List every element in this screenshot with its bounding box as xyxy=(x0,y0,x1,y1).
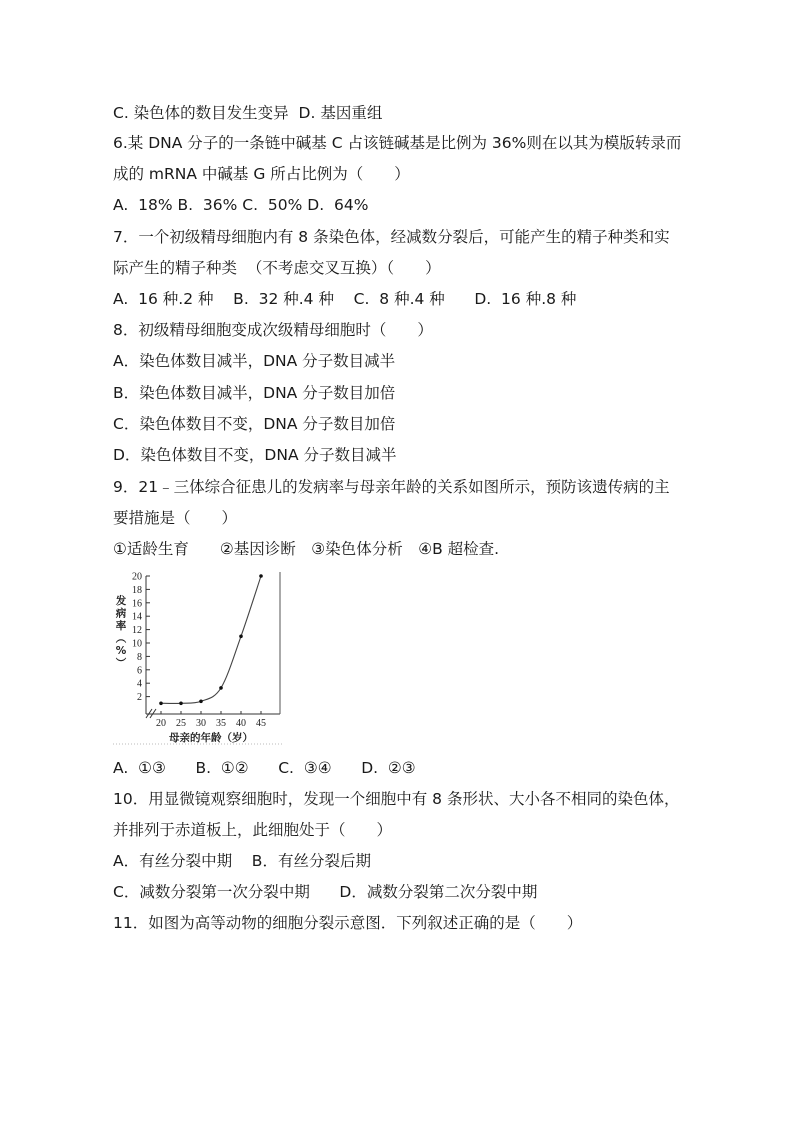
q5-options-cd: C. 染色体的数目发生变异 D. 基因重组 xyxy=(113,104,383,122)
q8-option-d: D．染色体数目不变，DNA 分子数目减半 xyxy=(113,446,397,464)
chart-series xyxy=(159,574,263,705)
x-axis-label: 母亲的年龄（岁） xyxy=(169,732,253,744)
y-tick-label: 16 xyxy=(132,598,142,610)
q7-stem-line2: 际产生的精子种类 （不考虑交叉互换）（ ） xyxy=(113,259,441,277)
data-point xyxy=(259,574,263,578)
chart-ticks xyxy=(132,572,266,730)
x-tick-label: 45 xyxy=(256,718,266,729)
x-tick-label: 35 xyxy=(216,718,226,729)
y-tick-label: 18 xyxy=(132,584,142,596)
y-axis-label: 发病率︵ % ︶ xyxy=(115,595,127,670)
q7-stem-line1: 7．一个初级精母细胞内有 8 条染色体，经减数分裂后，可能产生的精子种类和实 xyxy=(113,228,670,246)
data-point xyxy=(219,686,223,690)
y-tick-label: 10 xyxy=(132,638,142,650)
x-tick-label: 25 xyxy=(176,718,186,729)
y-tick-label: 6 xyxy=(137,665,142,677)
incidence-chart xyxy=(113,568,288,746)
x-tick-label: 20 xyxy=(156,718,166,729)
data-point xyxy=(239,635,243,639)
q8-option-c: C．染色体数目不变，DNA 分子数目加倍 xyxy=(113,415,396,433)
series-line xyxy=(161,576,261,703)
data-point xyxy=(179,702,183,706)
y-tick-label: 2 xyxy=(137,692,142,704)
q8-option-b: B．染色体数目减半，DNA 分子数目加倍 xyxy=(113,384,396,402)
x-tick-label: 30 xyxy=(196,718,206,729)
q8-option-a: A．染色体数目减半，DNA 分子数目减半 xyxy=(113,352,396,370)
data-point xyxy=(159,702,163,706)
q10-options-ab: A．有丝分裂中期 B．有丝分裂后期 xyxy=(113,852,371,870)
x-tick-label: 40 xyxy=(236,718,246,729)
q10-options-cd: C．减数分裂第一次分裂中期 D．减数分裂第二次分裂中期 xyxy=(113,883,538,901)
q6-stem-line2: 成的 mRNA 中碱基 G 所占比例为（ ） xyxy=(113,165,410,183)
q6-stem-line1: 6.某 DNA 分子的一条链中碱基 C 占该链碱基是比例为 36%则在以其为模版转录而 xyxy=(113,134,682,152)
q10-stem-line2: 并排列于赤道板上，此细胞处于（ ） xyxy=(113,821,393,839)
q9-stem-line1: 9．21﹣三体综合征患儿的发病率与母亲年龄的关系如图所示，预防该遗传病的主 xyxy=(113,478,670,496)
q9-stem-line2: 要措施是（ ） xyxy=(113,509,238,527)
y-tick-label: 12 xyxy=(132,625,142,637)
y-tick-label: 4 xyxy=(137,678,142,690)
q11-stem: 11．如图为高等动物的细胞分裂示意图．下列叙述正确的是（ ） xyxy=(113,914,583,932)
q8-stem: 8．初级精母细胞变成次级精母细胞时（ ） xyxy=(113,321,433,339)
y-tick-label: 14 xyxy=(132,611,142,623)
q7-options: A. 16 种.2 种 B. 32 种.4 种 C. 8 种.4 种 D. 16 种.8 种 xyxy=(113,290,577,308)
q10-stem-line1: 10．用显微镜观察细胞时，发现一个细胞中有 8 条形状、大小各不相同的染色体， xyxy=(113,790,680,808)
y-tick-label: 20 xyxy=(132,571,142,583)
q9-options: A. ①③ B. ①② C. ③④ D. ②③ xyxy=(113,759,416,777)
data-point xyxy=(199,699,203,703)
y-tick-label: 8 xyxy=(137,651,142,663)
q9-measures: ①适龄生育 ②基因诊断 ③染色体分析 ④B 超检查. xyxy=(113,540,500,558)
q6-options: A. 18% B. 36% C. 50% D. 64% xyxy=(113,196,369,214)
